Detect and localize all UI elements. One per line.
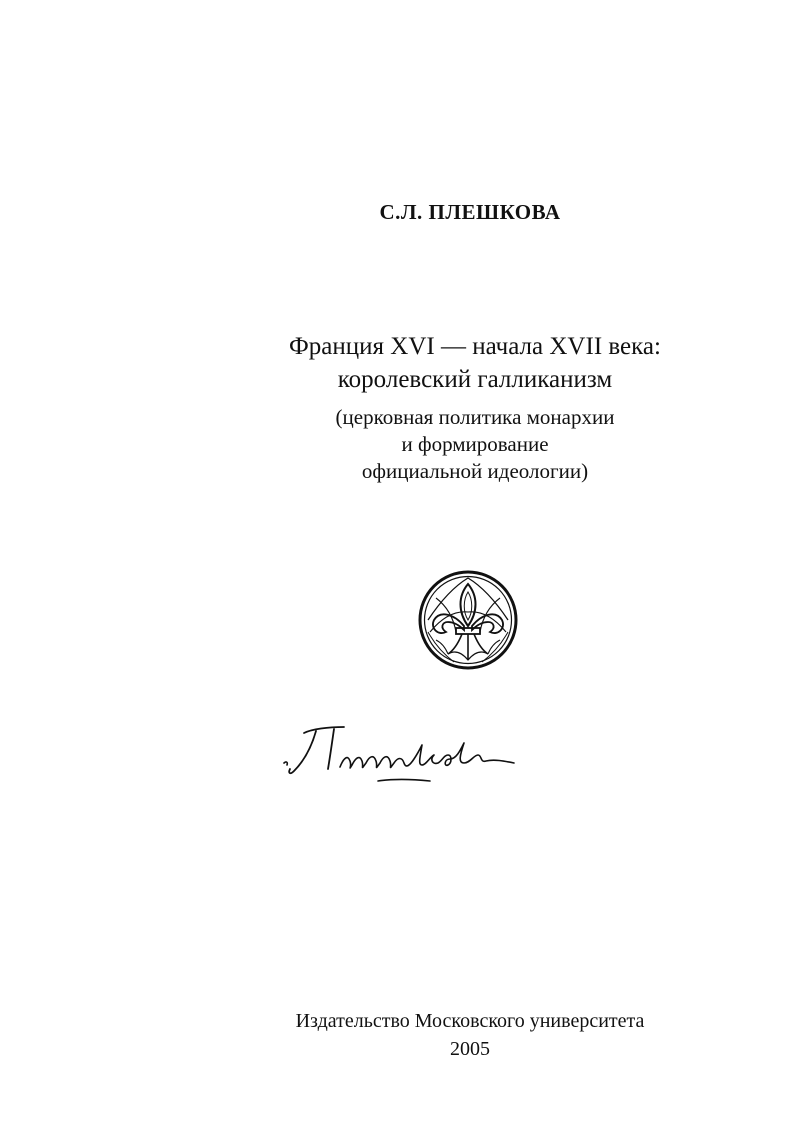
book-title-line-2: королевский галликанизм <box>337 366 613 393</box>
handwritten-signature-icon <box>282 715 522 795</box>
publisher-name: Издательство Московского университета <box>295 1010 645 1032</box>
subtitle-line-1: (церковная политика монархии <box>335 405 615 429</box>
author-name: С.Л. ПЛЕШКОВА <box>379 200 561 224</box>
fleur-de-lis-emblem-icon <box>418 570 518 670</box>
book-title-line-1: Франция XVI — начала XVII века: <box>289 333 661 360</box>
subtitle-line-2: и формирование <box>401 432 549 456</box>
publication-year: 2005 <box>450 1038 490 1060</box>
publisher-block <box>220 1008 720 1062</box>
book-title-block <box>240 330 710 485</box>
subtitle-line-3: официальной идеологии) <box>361 459 589 483</box>
